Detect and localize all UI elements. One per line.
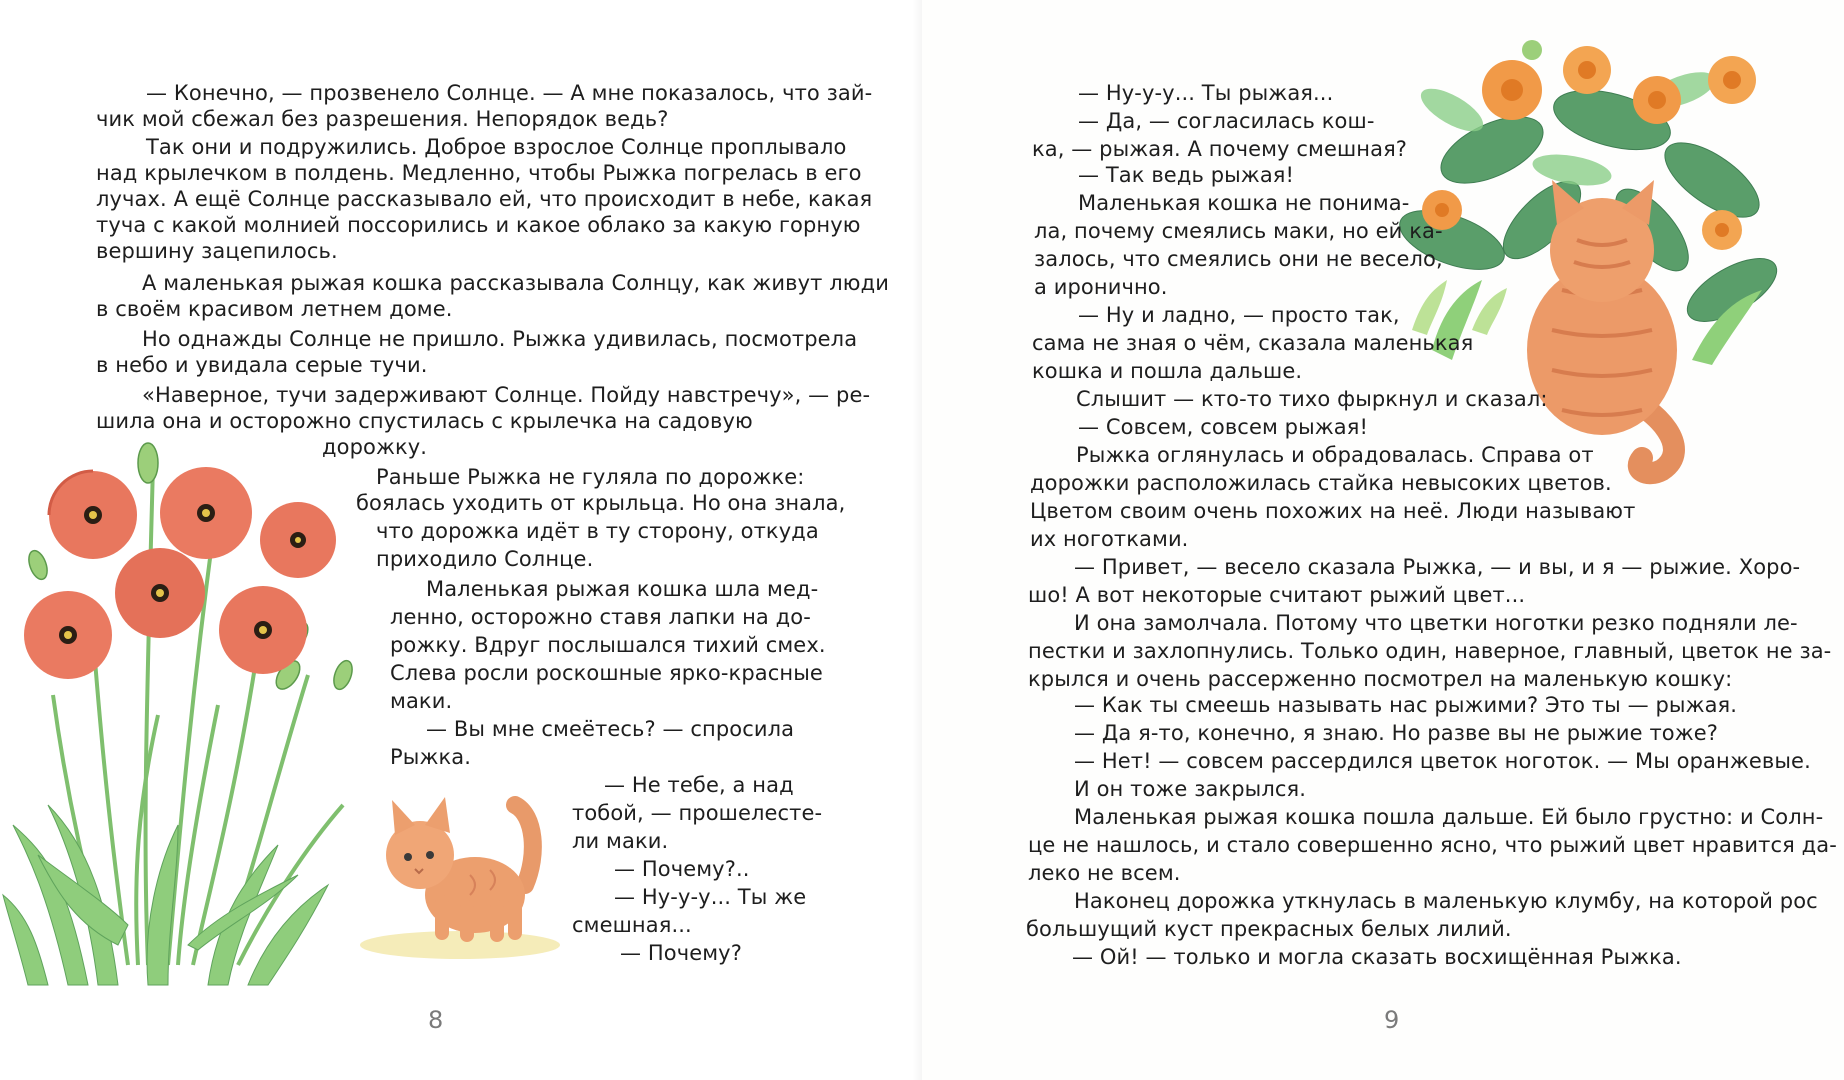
text-line: боялась уходить от крыльца. Но она знала,	[356, 491, 846, 515]
text-line: тобой, — прошелесте-	[572, 801, 823, 825]
text-line: рожку. Вдруг послышался тихий смех.	[390, 633, 826, 657]
text-line: Раньше Рыжка не гуляла по дорожке:	[376, 465, 805, 489]
text-line: — Да я-то, конечно, я знаю. Но разве вы не рыжие тоже?	[1074, 721, 1719, 745]
text-line: приходило Солнце.	[376, 547, 594, 571]
text-line: Но однажды Солнце не пришло. Рыжка удивилась, посмотрела	[142, 327, 858, 351]
text-line: Слева росли роскошные ярко-красные	[390, 661, 823, 685]
text-line: — Почему?..	[614, 857, 750, 881]
text-line: Так они и подружились. Доброе взрослое Солнце проплывало	[146, 135, 847, 159]
text-line: — Конечно, — прозвенело Солнце. — А мне показалось, что зай-	[146, 81, 873, 105]
text-line: — Ну и ладно, — просто так,	[1078, 303, 1400, 327]
text-line: вершину зацепилось.	[96, 239, 338, 263]
text-line: И он тоже закрылся.	[1074, 777, 1307, 801]
kitten-illustration	[360, 785, 560, 965]
text-line: смешная...	[572, 913, 692, 937]
text-line: — Не тебе, а над	[604, 773, 794, 797]
text-line: — Ну-у-у... Ты же	[614, 885, 807, 909]
text-line: шила она и осторожно спустилась с крылечка на садовую	[96, 409, 753, 433]
text-line: Рыжка оглянулась и обрадовалась. Справа от	[1076, 443, 1594, 467]
text-line: их ноготками.	[1030, 527, 1189, 551]
text-line: Наконец дорожка уткнулась в маленькую клумбу, на которой рос	[1074, 889, 1818, 913]
text-line: маки.	[390, 689, 453, 713]
text-line: Маленькая рыжая кошка пошла дальше. Ей было грустно: и Солн-	[1074, 805, 1824, 829]
calendula-cat-illustration	[1392, 30, 1772, 490]
right-page	[922, 0, 1844, 1080]
text-line: — Нет! — совсем рассердился цветок ноготок. — Мы оранжевые.	[1074, 749, 1811, 773]
text-line: в небо и увидала серые тучи.	[96, 353, 428, 377]
text-line: — Как ты смеешь называть нас рыжими? Это ты — рыжая.	[1074, 693, 1738, 717]
page-number: 8	[428, 1006, 444, 1034]
text-line: пестки и захлопнулись. Только один, наверное, главный, цветок не за-	[1028, 639, 1832, 663]
text-line: — Совсем, совсем рыжая!	[1078, 415, 1369, 439]
page-number: 9	[1384, 1006, 1400, 1034]
text-line: «Наверное, тучи задерживают Солнце. Пойду навстречу», — ре-	[142, 383, 871, 407]
text-line: це не нашлось, и стало совершенно ясно, что рыжий цвет нравится да-	[1028, 833, 1837, 857]
text-line: в своём красивом летнем доме.	[96, 297, 453, 321]
text-line: Маленькая рыжая кошка шла мед-	[426, 577, 819, 601]
text-line: Рыжка.	[390, 745, 471, 769]
text-line: ла, почему смеялись маки, но ей ка-	[1034, 219, 1443, 243]
text-line: А маленькая рыжая кошка рассказывала Солнцу, как живут люди	[142, 271, 889, 295]
text-line: крылся и очень рассерженно посмотрел на маленькую кошку:	[1028, 667, 1733, 691]
text-line: а иронично.	[1034, 275, 1168, 299]
text-line: залось, что смеялись они не весело,	[1034, 247, 1443, 271]
text-line: ка, — рыжая. А почему смешная?	[1032, 137, 1408, 161]
text-line: кошка и пошла дальше.	[1032, 359, 1303, 383]
text-line: ли маки.	[572, 829, 669, 853]
text-line: над крылечком в полдень. Медленно, чтобы Рыжка погрелась в его	[96, 161, 862, 185]
text-line: что дорожка идёт в ту сторону, откуда	[376, 519, 819, 543]
poppies-illustration	[8, 425, 353, 980]
text-line: — Так ведь рыжая!	[1078, 163, 1295, 187]
text-line: — Ой! — только и могла сказать восхищённая Рыжка.	[1072, 945, 1682, 969]
text-line: — Ну-у-у... Ты рыжая...	[1078, 81, 1334, 105]
text-line: лучах. А ещё Солнце рассказывало ей, что происходит в небе, какая	[96, 187, 873, 211]
text-line: дорожки расположилась стайка невысоких цветов.	[1030, 471, 1612, 495]
text-line: леко не всем.	[1028, 861, 1181, 885]
text-line: большущий куст прекрасных белых лилий.	[1026, 917, 1512, 941]
text-line: Слышит — кто-то тихо фыркнул и сказал:	[1076, 387, 1548, 411]
text-line: Цветом своим очень похожих на неё. Люди называют	[1030, 499, 1636, 523]
text-line: чик мой сбежал без разрешения. Непорядок ведь?	[96, 107, 669, 131]
text-line: дорожку.	[322, 435, 428, 459]
text-line: — Почему?	[620, 941, 742, 965]
text-line: — Да, — согласилась кош-	[1078, 109, 1375, 133]
text-line: Маленькая кошка не понима-	[1078, 191, 1410, 215]
text-line: шо! А вот некоторые считают рыжий цвет...	[1028, 583, 1526, 607]
text-line: — Привет, — весело сказала Рыжка, — и вы, и я — рыжие. Хоро-	[1074, 555, 1801, 579]
text-line: — Вы мне смеётесь? — спросила	[426, 717, 795, 741]
text-line: туча с какой молнией поссорились и какое облако за какую горную	[96, 213, 861, 237]
text-line: ленно, осторожно ставя лапки на до-	[390, 605, 811, 629]
text-line: сама не зная о чём, сказала маленькая	[1032, 331, 1474, 355]
text-line: И она замолчала. Потому что цветки ноготки резко подняли ле-	[1074, 611, 1798, 635]
